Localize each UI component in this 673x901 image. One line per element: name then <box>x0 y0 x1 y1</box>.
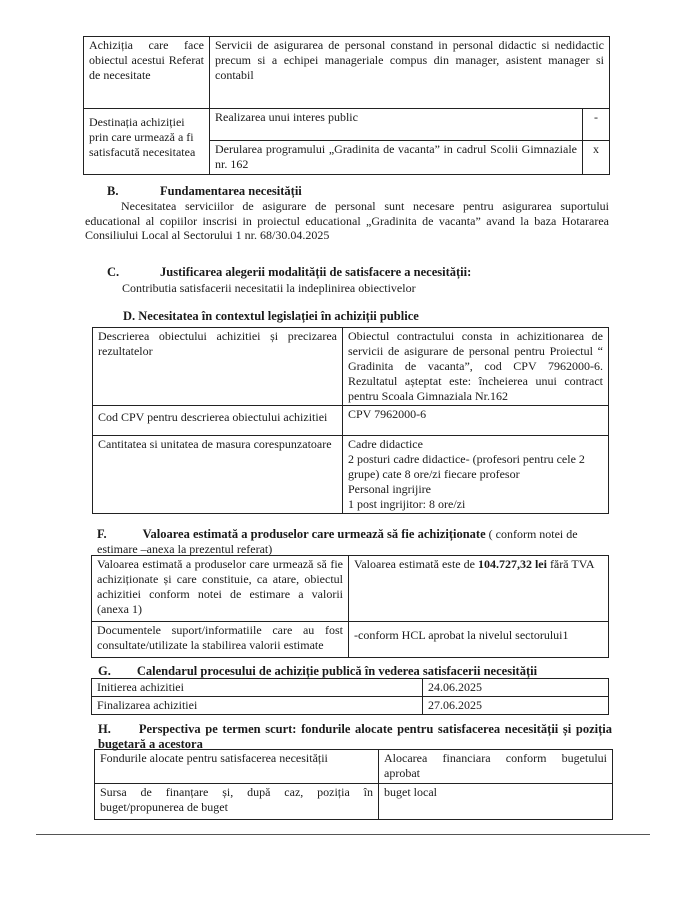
section-b-text: Necesitatea serviciilor de asigurare de personal sunt necesare pentru asigurarea suportului educational al copiilor inscrisi in proiectul educational „Gradinita de vacanta” avand la baza Hotararea Consiliului Local al Sectorului 1 nr. 68/30.04.2025 <box>85 199 609 243</box>
cantitate-line-1: Cadre didactice <box>348 437 423 451</box>
initiere-date: 24.06.2025 <box>423 679 609 697</box>
cantitate-value <box>343 436 609 514</box>
finalizare-date: 27.06.2025 <box>423 697 609 715</box>
documente-value: -conform HCL aprobat la nivelul sectorului1 <box>349 622 609 658</box>
sursa-value: buget local <box>379 784 613 820</box>
fonduri-label: Fondurile alocate pentru satisfacerea necesității <box>95 750 379 784</box>
cpv-value: CPV 7962000-6 <box>343 406 609 436</box>
section-g-heading <box>98 664 537 679</box>
finalizare-label: Finalizarea achizitiei <box>92 697 423 715</box>
valoare-value <box>349 556 609 622</box>
section-b-letter: B. <box>107 184 119 198</box>
top-table <box>83 36 610 175</box>
valoare-label: Valoarea estimată a produselor care urmează să fie achiziționate și care constituie, ca atare, obiectul achizitiei conform notei de estimare a valorii (anexa 1) <box>92 556 349 622</box>
fonduri-value: Alocarea financiara conform bugetului aprobat <box>379 750 613 784</box>
section-c-text: Contributia satisfacerii necesitatii la indeplinirea obiectivelor <box>122 281 416 295</box>
cantitate-line-2: 2 posturi cadre didactice- (profesori pentru cele 2 grupe) cate 8 ore/zi fiecare profesor <box>348 452 585 481</box>
destinatie-opt1: Realizarea unui interes public <box>210 109 583 141</box>
cantitate-label: Cantitatea si unitatea de masura corespunzatoare <box>93 436 343 514</box>
valoare-suffix: fără TVA <box>549 557 595 571</box>
documente-label: Documentele suport/informatiile care au fost consultate/utilizate la stabilirea valorii estimate <box>92 622 349 658</box>
section-c-letter: C. <box>107 265 120 279</box>
footer-divider <box>36 834 650 835</box>
achizitie-label: Achiziția care face obiectul acestui Referat de necesitate <box>84 37 210 109</box>
section-f-heading <box>97 527 609 557</box>
section-c-title: Justificarea alegerii modalității de satisfacere a necesității: <box>160 265 472 279</box>
destinatie-opt2: Derularea programului „Gradinita de vacanta” in cadrul Scolii Gimnaziale nr. 162 <box>210 141 583 175</box>
cpv-label: Cod CPV pentru descrierea obiectului achizitiei <box>93 406 343 436</box>
section-d-title: D. Necesitatea în contextul legislației în achiziții publice <box>123 309 419 323</box>
destinatie-opt1-mark: - <box>583 109 610 141</box>
section-b-title: Fundamentarea necesității <box>160 184 302 198</box>
sursa-label: Sursa de finanțare și, după caz, poziția în buget/propunerea de buget <box>95 784 379 820</box>
section-h-heading <box>98 722 612 753</box>
section-h-title: Perspectiva pe termen scurt: fondurile alocate pentru satisfacerea necesității și poziția bugetară a acestora <box>98 722 612 752</box>
initiere-label: Initierea achizitiei <box>92 679 423 697</box>
section-g-letter: G. <box>98 664 111 678</box>
descriere-label: Descrierea obiectului achizitiei și precizarea rezultatelor <box>93 328 343 406</box>
section-h-letter: H. <box>98 722 111 736</box>
section-g-title: Calendarul procesului de achiziție publică în vederea satisfacerii necesității <box>136 664 538 678</box>
buget-table <box>94 749 613 820</box>
valoare-prefix: Valoarea estimată este de <box>354 557 475 571</box>
section-f-title-suffix: ( conform notei de estimare –anexa la prezentul referat) <box>97 527 578 557</box>
achizitie-value: Servicii de asigurarea de personal constand in personal didactic si nedidactic precum si a echipei manageriale compus din manager, asistent manager si contabil <box>210 37 610 109</box>
destinatie-label: Destinația achiziției prin care urmează a fi satisfacută necesitatea <box>84 109 210 175</box>
section-f-letter: F. <box>97 527 107 541</box>
descriere-value: Obiectul contractului consta in achizitionarea de servicii de asigurare de personal pentru Proiectul “ Gradinita de vacanta”, cod CPV 7962000-6. Rezultatul așteptat este: încheierea unui contract pentru Scoala Gimnaziala Nr.162 <box>343 328 609 406</box>
valoare-amount: 104.727,32 lei <box>477 557 547 571</box>
section-f-title: Valoarea estimată a produselor care urmează să fie achiziționate <box>142 527 486 541</box>
necesitate-table <box>92 327 609 514</box>
cantitate-line-3: Personal ingrijire <box>348 482 431 496</box>
valoare-table <box>91 555 609 658</box>
calendar-table <box>91 678 609 715</box>
cantitate-line-4: 1 post ingrijitor: 8 ore/zi <box>348 497 466 511</box>
destinatie-opt2-mark: x <box>583 141 610 175</box>
